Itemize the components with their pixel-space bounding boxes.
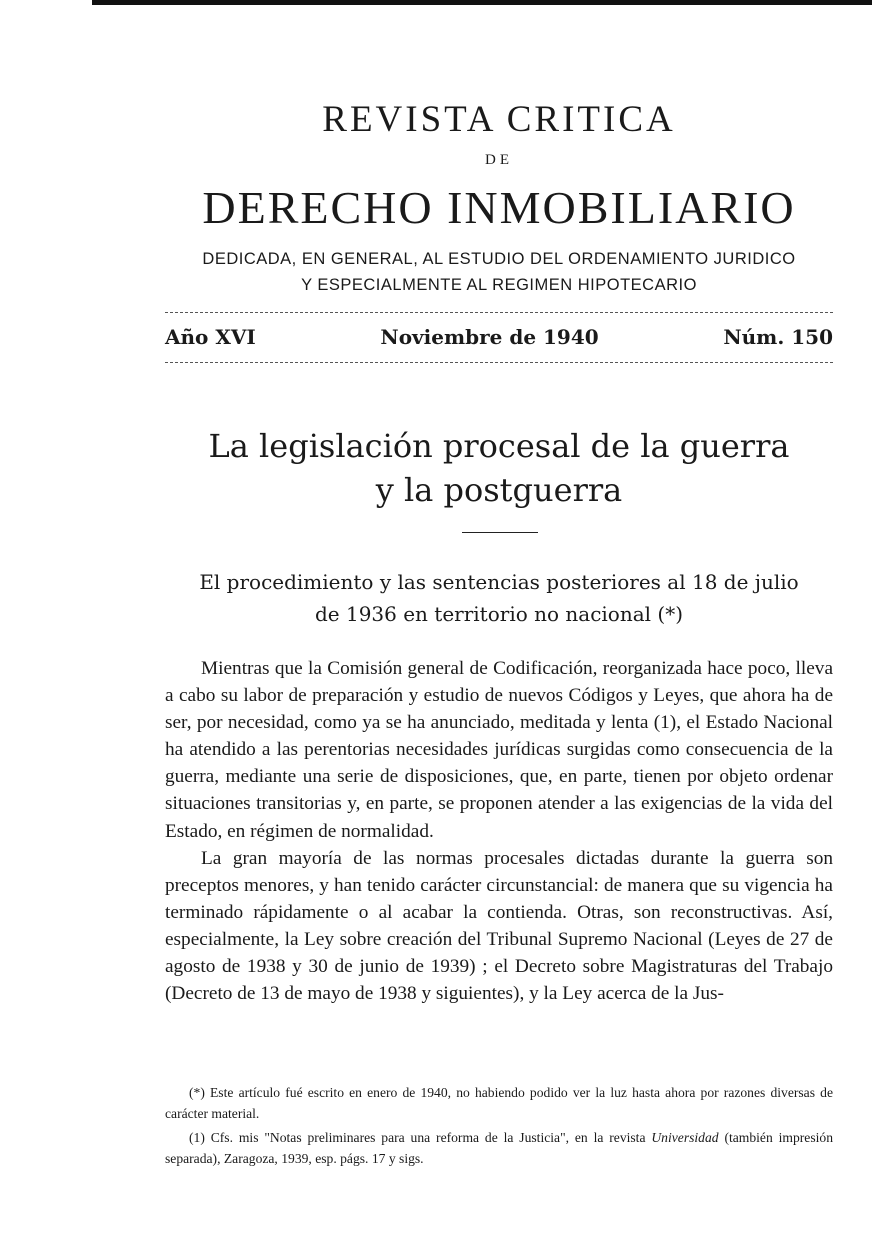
issue-number: Núm. 150 bbox=[723, 325, 833, 349]
body-paragraph-1: Mientras que la Comisión general de Codificación, reorganizada hace poco, lleva a cabo su labor de preparación y estudio de nuevos Códigos y Leyes, que ahora ha de ser, por necesidad, como ya se ha anunciado, meditada y lenta (1), el Estado Nacional ha atendido a las perentorias necesidades jurídicas surgidas como consecuencia de la guerra, mediante una serie de disposiciones, que, en parte, tienen por objeto ordenar situaciones transitorias y, en parte, se proponen atender a las exigencias de la vida del Estado, en régimen de normalidad. bbox=[165, 658, 833, 842]
body-paragraph-2: La gran mayoría de las normas procesales dictadas durante la guerra son preceptos menores, y han tenido carácter circunstancial: de manera que su vigencia ha terminado rápidamente o al acabar la contienda. Otras, son reconstructivas. Así, especialmente, la Ley sobre creación del Tribunal Supremo Nacional (Leyes de 27 de agosto de 1938 y 30 de junio de 1939) ; el Decreto sobre Magistraturas del Trabajo (Decreto de 13 de mayo de 1938 y siguientes), y la Ley acerca de la Jus- bbox=[165, 847, 833, 1005]
issue-date: Noviembre de 1940 bbox=[380, 325, 599, 349]
article-title-line2: y la postguerra bbox=[375, 471, 623, 509]
footnote-2 bbox=[165, 1127, 833, 1169]
issue-line bbox=[165, 325, 833, 349]
issue-rule-top bbox=[165, 312, 833, 313]
footnotes bbox=[165, 1082, 833, 1172]
footnote-2-text: (1) Cfs. mis "Notas preliminares para una reforma de la Justicia", en la revista bbox=[189, 1130, 652, 1145]
footnote-2-text-end: (también impresión separada), Zaragoza, 1939, esp. págs. 17 y sigs. bbox=[165, 1130, 833, 1166]
article-subtitle-line1: El procedimiento y las sentencias posteriores al 18 de julio bbox=[199, 570, 799, 594]
journal-title-main: DERECHO INMOBILIARIO bbox=[202, 182, 796, 233]
top-border bbox=[92, 0, 872, 5]
article-title-line1: La legislación procesal de la guerra bbox=[208, 427, 790, 465]
issue-year: Año XVI bbox=[165, 325, 256, 349]
journal-title: REVISTA CRITICA bbox=[322, 99, 676, 140]
footnote-1: (*) Este artículo fué escrito en enero de 1940, no habiendo podido ver la luz hasta ahora por razones diversas de carácter material. bbox=[165, 1085, 833, 1121]
journal-subtitle-line2: Y ESPECIALMENTE AL REGIMEN HIPOTECARIO bbox=[301, 276, 697, 294]
journal-title-de: DE bbox=[485, 152, 513, 168]
title-divider bbox=[462, 532, 538, 533]
article-title bbox=[165, 424, 833, 512]
journal-subtitle-line1: DEDICADA, EN GENERAL, AL ESTUDIO DEL ORDENAMIENTO JURIDICO bbox=[202, 250, 796, 268]
article-subtitle-line2: de 1936 en territorio no nacional (*) bbox=[314, 602, 684, 626]
footnote-2-journal: Universidad bbox=[651, 1130, 719, 1145]
article-body bbox=[165, 655, 833, 1007]
issue-rule-bottom bbox=[165, 362, 833, 363]
article-subtitle bbox=[165, 566, 833, 630]
